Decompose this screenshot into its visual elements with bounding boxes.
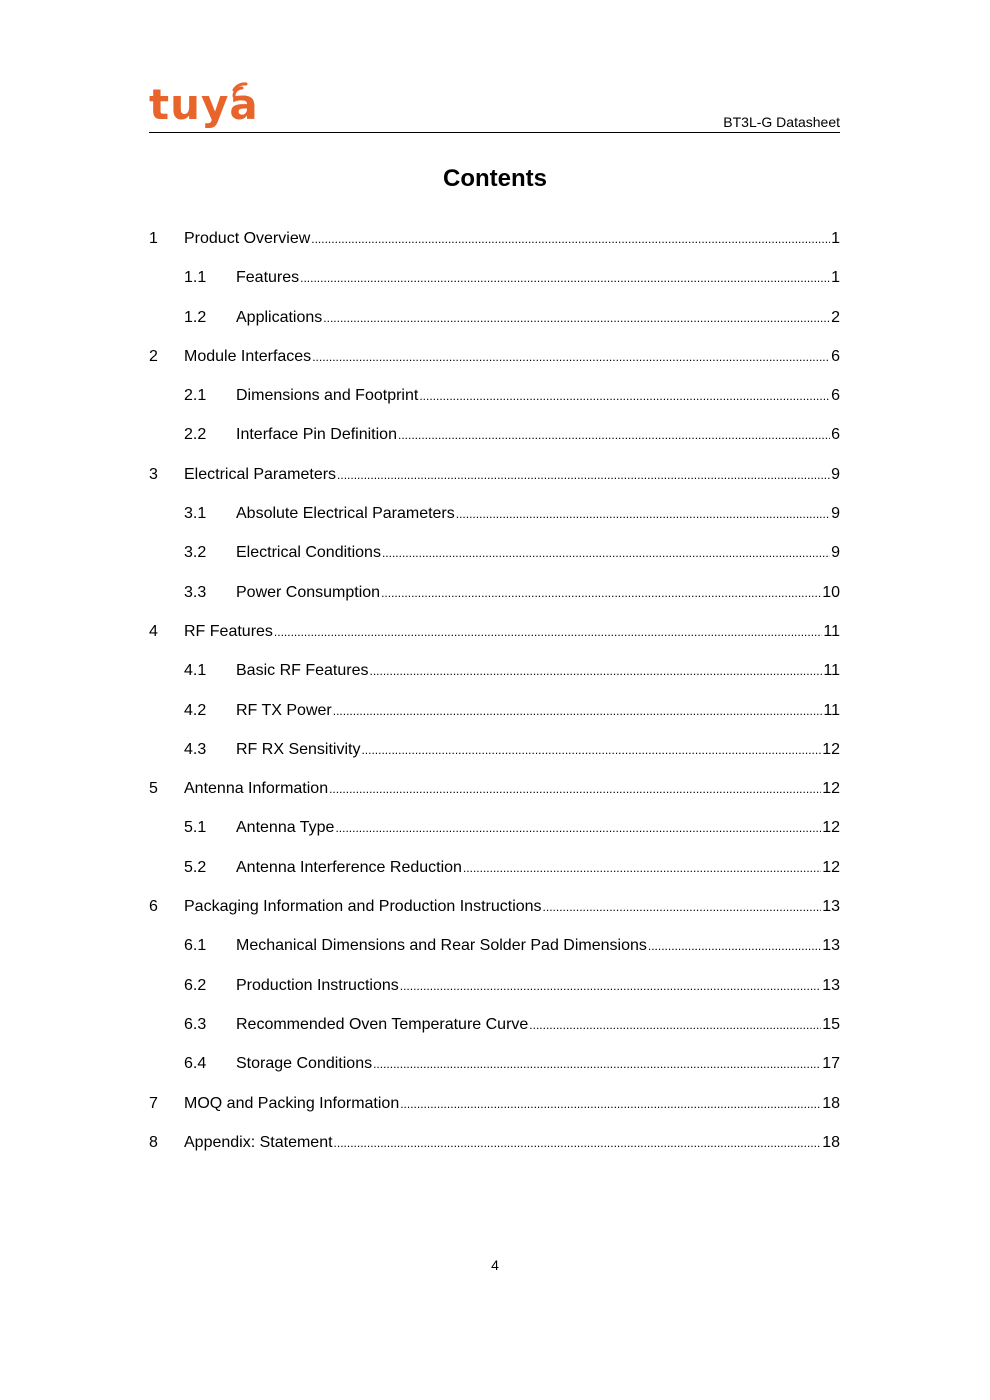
toc-entry-number: 1.1 (184, 269, 207, 287)
toc-entry-page: 13 (822, 976, 840, 994)
toc-leader-dots (337, 456, 830, 495)
toc-entry-number: 4.2 (184, 701, 207, 719)
toc-entry-number: 7 (149, 1094, 158, 1112)
toc-entry[interactable] (149, 1084, 840, 1123)
toc-entry-line (236, 966, 840, 1006)
toc-leader-dots (529, 1006, 821, 1045)
table-of-contents (149, 219, 840, 1162)
toc-entry-number: 2.1 (184, 387, 207, 405)
toc-entry-number: 4 (149, 622, 158, 640)
toc-entry-page: 9 (831, 505, 840, 523)
toc-entry-line (184, 1123, 840, 1163)
toc-entry-title: Storage Conditions (236, 1055, 373, 1073)
toc-entry-line (236, 691, 840, 731)
toc-entry-page: 18 (822, 1133, 840, 1151)
toc-entry-number: 6.3 (184, 1015, 207, 1033)
toc-entry-page: 11 (823, 662, 840, 680)
toc-entry-title: Interface Pin Definition (236, 426, 397, 444)
toc-entry-line (236, 573, 840, 613)
toc-entry-page: 12 (822, 780, 840, 798)
toc-entry-title: RF Features (184, 622, 273, 640)
toc-entry-title: Antenna Interference Reduction (236, 858, 462, 876)
toc-entry[interactable] (149, 769, 840, 808)
toc-entry-number: 3.1 (184, 505, 207, 523)
toc-entry-page: 15 (822, 1015, 840, 1033)
toc-entry-page: 12 (822, 740, 840, 758)
toc-entry-line (236, 494, 840, 534)
toc-entry-page: 18 (822, 1094, 840, 1112)
toc-entry-line (184, 887, 840, 927)
toc-entry-number: 5.1 (184, 819, 207, 837)
toc-entry-line (236, 730, 840, 770)
toc-entry-title: RF TX Power (236, 701, 332, 719)
toc-entry-page: 9 (831, 544, 840, 562)
toc-entry[interactable] (149, 966, 840, 1005)
document-title: BT3L-G Datasheet (723, 114, 840, 130)
toc-leader-dots (648, 927, 821, 966)
toc-entry-title: Absolute Electrical Parameters (236, 505, 455, 523)
toc-entry-line (236, 298, 840, 338)
toc-entry-page: 11 (823, 701, 840, 719)
toc-leader-dots (381, 574, 821, 613)
toc-entry-number: 3 (149, 465, 158, 483)
toc-entry-number: 4.1 (184, 662, 207, 680)
toc-entry[interactable] (149, 258, 840, 297)
toc-entry[interactable] (149, 1123, 840, 1162)
toc-entry-line (184, 1084, 840, 1124)
toc-entry-title: Recommended Oven Temperature Curve (236, 1015, 529, 1033)
toc-entry-line (184, 769, 840, 809)
toc-entry-line (236, 1005, 840, 1045)
toc-entry-number: 8 (149, 1133, 158, 1151)
toc-entry-number: 5.2 (184, 858, 207, 876)
toc-entry[interactable] (149, 533, 840, 572)
toc-entry[interactable] (149, 730, 840, 769)
toc-entry-line (236, 848, 840, 888)
toc-entry[interactable] (149, 926, 840, 965)
toc-entry-page: 12 (822, 819, 840, 837)
toc-entry-line (184, 219, 840, 259)
toc-entry-title: Appendix: Statement (184, 1133, 333, 1151)
toc-entry[interactable] (149, 651, 840, 690)
toc-entry-number: 2.2 (184, 426, 207, 444)
toc-entry-number: 6 (149, 898, 158, 916)
toc-entry-line (236, 651, 840, 691)
toc-entry[interactable] (149, 573, 840, 612)
toc-entry-title: Product Overview (184, 230, 311, 247)
toc-entry-line (236, 926, 840, 966)
toc-entry[interactable] (149, 455, 840, 494)
toc-leader-dots (300, 259, 830, 298)
toc-entry-page: 9 (831, 465, 840, 483)
toc-entry-page: 1 (831, 269, 840, 287)
toc-leader-dots (329, 770, 821, 809)
toc-entry-number: 4.3 (184, 740, 207, 758)
toc-entry-title: Antenna Information (184, 780, 329, 798)
toc-entry[interactable] (149, 376, 840, 415)
toc-entry-title: Electrical Conditions (236, 544, 381, 562)
toc-entry-title: Mechanical Dimensions and Rear Solder Pad Dimensions (236, 937, 647, 955)
toc-entry-number: 1 (149, 230, 158, 247)
toc-leader-dots (361, 731, 821, 770)
toc-entry-page: 1 (831, 230, 840, 247)
toc-entry-title: Module Interfaces (184, 347, 312, 365)
toc-entry[interactable] (149, 337, 840, 376)
toc-entry-line (236, 808, 840, 848)
toc-leader-dots (400, 967, 821, 1006)
header-divider (149, 132, 840, 133)
toc-entry-page: 12 (822, 858, 840, 876)
toc-entry-number: 3.3 (184, 583, 207, 601)
toc-entry[interactable] (149, 494, 840, 533)
toc-entry-page: 2 (831, 308, 840, 326)
toc-leader-dots (335, 809, 821, 848)
toc-entry-page: 13 (822, 937, 840, 955)
toc-entry-line (236, 415, 840, 455)
toc-entry-page: 6 (831, 387, 840, 405)
toc-entry-title: Packaging Information and Production Instructions (184, 898, 542, 916)
toc-entry[interactable] (149, 691, 840, 730)
toc-entry-number: 6.2 (184, 976, 207, 994)
toc-leader-dots (312, 338, 830, 377)
toc-leader-dots (398, 416, 830, 455)
toc-entry[interactable] (149, 848, 840, 887)
toc-entry[interactable] (149, 1044, 840, 1083)
toc-entry-page: 6 (831, 426, 840, 444)
toc-entry-number: 3.2 (184, 544, 207, 562)
toc-entry-page: 6 (831, 347, 840, 365)
toc-leader-dots (419, 377, 830, 416)
toc-entry-title: MOQ and Packing Information (184, 1094, 400, 1112)
toc-entry-number: 6.1 (184, 937, 207, 955)
toc-entry-line (184, 337, 840, 377)
toc-entry-title: Features (236, 269, 300, 287)
toc-entry-page: 10 (822, 583, 840, 601)
toc-entry[interactable] (149, 612, 840, 651)
toc-leader-dots (373, 1045, 821, 1084)
toc-entry-line (184, 455, 840, 495)
contents-heading: Contents (443, 165, 547, 192)
toc-entry-page: 17 (822, 1055, 840, 1073)
toc-entry-page: 11 (823, 622, 840, 640)
toc-leader-dots (274, 613, 822, 652)
toc-entry[interactable] (149, 298, 840, 337)
toc-entry-title: Electrical Parameters (184, 465, 337, 483)
toc-entry-title: Dimensions and Footprint (236, 387, 419, 405)
toc-leader-dots (311, 220, 830, 259)
toc-entry[interactable] (149, 219, 840, 258)
toc-entry-number: 2 (149, 347, 158, 365)
toc-leader-dots (456, 495, 830, 534)
page-number: 4 (491, 1257, 499, 1273)
toc-leader-dots (463, 849, 821, 888)
toc-entry-title: Basic RF Features (236, 662, 369, 680)
toc-entry-page: 13 (822, 898, 840, 916)
toc-leader-dots (400, 1085, 821, 1124)
toc-entry-line (184, 612, 840, 652)
toc-leader-dots (382, 534, 830, 573)
toc-entry[interactable] (149, 887, 840, 926)
toc-entry-line (236, 376, 840, 416)
toc-entry[interactable] (149, 1005, 840, 1044)
toc-entry-title: Applications (236, 308, 323, 326)
wifi-wave-icon (231, 82, 249, 100)
toc-entry-title: Power Consumption (236, 583, 381, 601)
toc-entry-title: Production Instructions (236, 976, 399, 994)
toc-entry[interactable] (149, 808, 840, 847)
toc-entry-title: Antenna Type (236, 819, 335, 837)
toc-entry-number: 5 (149, 780, 158, 798)
logo-text: tuya (149, 80, 259, 129)
toc-leader-dots (369, 652, 822, 691)
toc-entry-line (236, 533, 840, 573)
toc-leader-dots (333, 692, 823, 731)
toc-entry-number: 6.4 (184, 1055, 207, 1073)
toc-entry-number: 1.2 (184, 308, 207, 326)
toc-leader-dots (543, 888, 822, 927)
toc-entry-line (236, 1044, 840, 1084)
toc-leader-dots (334, 1124, 822, 1163)
toc-entry-title: RF RX Sensitivity (236, 740, 361, 758)
tuya-logo (149, 80, 259, 130)
toc-entry[interactable] (149, 415, 840, 454)
toc-entry-line (236, 258, 840, 298)
toc-leader-dots (323, 299, 830, 338)
